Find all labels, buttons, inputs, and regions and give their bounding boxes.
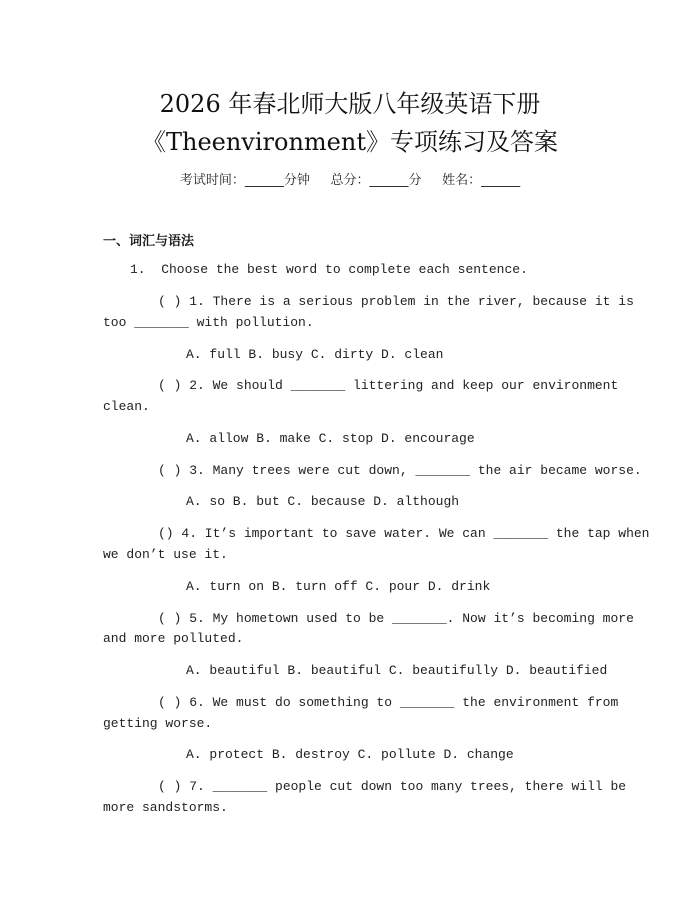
question-2-line-1: ( ) 2. We should _______ littering and keep our environment [158, 378, 619, 393]
question-4-options: A. turn on B. turn off C. pour D. drink [186, 579, 491, 594]
question-6-options: A. protect B. destroy C. pollute D. change [186, 747, 514, 762]
question-5-line-2: and more polluted. [103, 631, 244, 646]
question-7-line-1: ( ) 7. _______ people cut down too many trees, there will be [158, 779, 627, 794]
question-3-line-1: ( ) 3. Many trees were cut down, _______ the air became worse. [158, 463, 642, 478]
question-5-line-1: ( ) 5. My hometown used to be _______. Now it’s becoming more [158, 611, 634, 626]
question-1-line-2: too _______ with pollution. [103, 315, 314, 330]
instruction: 1. Choose the best word to complete each sentence. [130, 262, 528, 277]
question-6-line-1: ( ) 6. We must do something to _______ the environment from [158, 695, 619, 710]
question-5-options: A. beautiful B. beautiful C. beautifully D. beautified [186, 663, 608, 678]
question-4-line-2: we don’t use it. [103, 547, 228, 562]
title-line-2: 《Theenvironment》专项练习及答案 [141, 128, 558, 156]
exam-info: 考试时间：______分钟 总分：______分 姓名：______ [179, 173, 521, 188]
section-heading: 一、词汇与语法 [103, 234, 195, 249]
question-2-options: A. allow B. make C. stop D. encourage [186, 431, 475, 446]
question-7-line-2: more sandstorms. [103, 800, 228, 815]
title-line-1: 2026 年春北师大版八年级英语下册 [159, 90, 541, 118]
question-2-line-2: clean. [103, 399, 150, 414]
question-1-line-1: ( ) 1. There is a serious problem in the river, because it is [158, 294, 634, 309]
question-1-options: A. full B. busy C. dirty D. clean [186, 347, 444, 362]
question-6-line-2: getting worse. [103, 716, 213, 731]
question-3-options: A. so B. but C. because D. although [186, 494, 460, 509]
question-4-line-1: () 4. It’s important to save water. We can _______ the tap when [158, 526, 650, 541]
